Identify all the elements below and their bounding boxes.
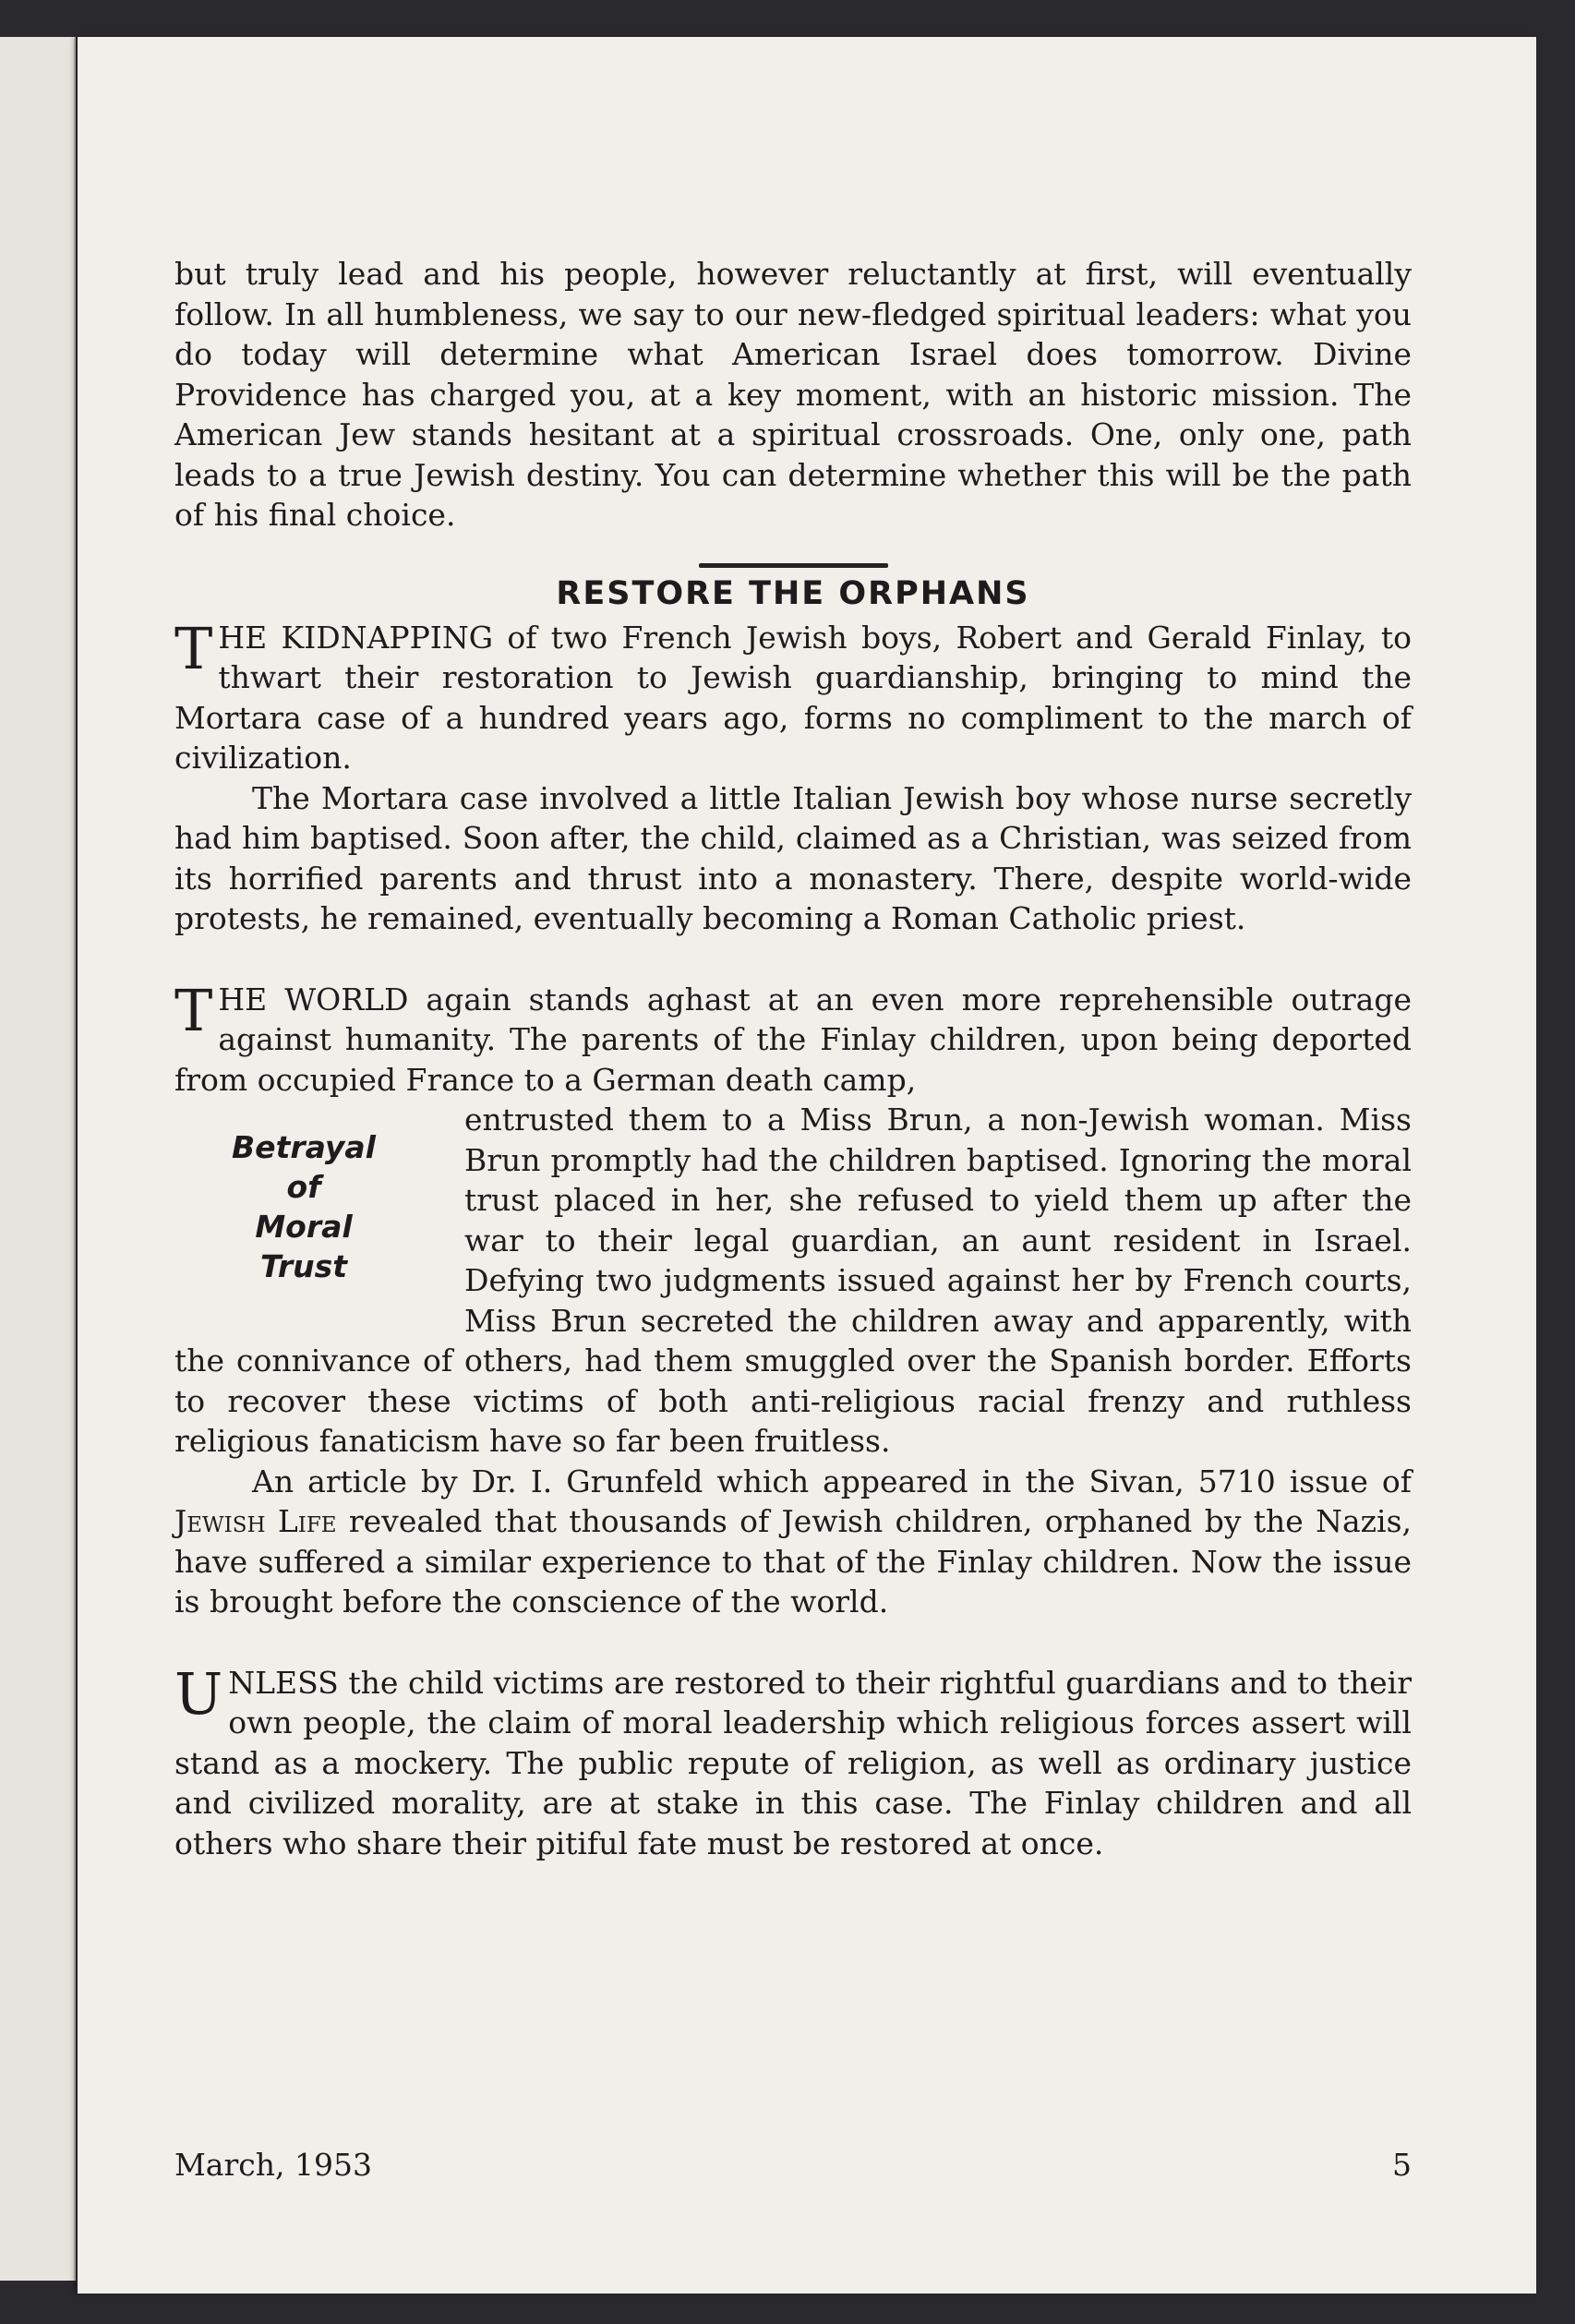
paragraph-kidnapping	[174, 614, 1412, 778]
section-divider	[699, 563, 888, 568]
paragraph-text: HE KIDNAPPING of two French Jewish boys, Robert and Gerald Finlay, to thwart their restoration to Jewish guardianship, bringing to mind the Mortara case of a hundred years ago, forms no compliment to the march of civilization.	[174, 619, 1412, 776]
drop-cap: T	[174, 614, 213, 682]
previous-page-edge	[0, 37, 76, 2281]
paragraph-lead-text: HE WORLD again stands aghast at an even more reprehensible outrage against humanity. The parents of the Finlay children, upon being deported from occupied France to a German death camp,	[174, 981, 1412, 1098]
paragraph-unless	[174, 1659, 1412, 1864]
sidebar-line: Moral	[255, 1209, 353, 1245]
sidebar-line: Betrayal	[232, 1129, 376, 1165]
page-number: 5	[1392, 2147, 1412, 2183]
drop-cap: T	[174, 976, 213, 1044]
intro-paragraph: but truly lead and his people, however reluctantly at first, will eventually follow. In all humbleness, we say to our new-fledged spiritual leaders: what you do today will determine what American Israel does tomorrow. Divine Providence has charged you, at a key moment, with an historic mission. The American Jew stands hesitant at a spiritual crossroads. One, only one, path leads to a true Jewish destiny. You can determine whether this will be the path of his final choice.	[174, 256, 1412, 533]
issue-date: March, 1953	[174, 2147, 372, 2183]
paragraph-text: revealed that thousands of Jewish children, orphaned by the Nazis, have suffered a similar experience to that of the Finlay children. Now the issue is brought before the conscience of the world.	[174, 1503, 1412, 1620]
drop-cap: U	[174, 1659, 223, 1728]
sidebar-line: Trust	[259, 1248, 348, 1284]
section-title: RESTORE THE ORPHANS	[556, 574, 1030, 612]
paragraph-text: An article by Dr. I. Grunfeld which appeared in the Sivan, 5710 issue of	[252, 1463, 1412, 1499]
paragraph-world-aghast	[174, 976, 1412, 1101]
sidebar-heading	[174, 1100, 433, 1340]
page-footer	[174, 2147, 1412, 2183]
magazine-page	[78, 37, 1536, 2294]
article-body	[174, 254, 1412, 1863]
sidebar-line: of	[286, 1169, 321, 1205]
paragraph-grunfeld	[174, 1462, 1412, 1622]
paragraph-mortara: The Mortara case involved a little Italian Jewish boy whose nurse secretly had him baptised. Soon after, the child, claimed as a Christian, was seized from its horrified parents and thrust into a monastery. There, despite world-wide protests, he remained, eventually becoming a Roman Catholic priest.	[174, 779, 1412, 936]
paragraph-text: NLESS the child victims are restored to their rightful guardians and to their own people, the claim of moral leadership which religious forces assert will stand as a mockery. The public repute of religion, as well as ordinary justice and civilized morality, are at stake in this case. The Finlay children and all others who share their pitiful fate must be restored at once.	[174, 1664, 1412, 1861]
journal-title: Jewish Life	[174, 1503, 337, 1539]
paragraph-miss-brun: entrusted them to a Miss Brun, a non-Jewish woman. Miss Brun promptly had the children baptised. Ignoring the moral trust placed in her, she refused to yield them up after the war to their legal guardian, an aunt resident in Israel. Defying two judgments issued against her by French courts, Miss Brun secreted the children away and apparently, with the connivance of others, had them smuggled over the Spanish border. Efforts to recover these victims of both anti-religious racial frenzy and ruthless religious fanaticism have so far been fruitless.	[174, 1102, 1412, 1459]
